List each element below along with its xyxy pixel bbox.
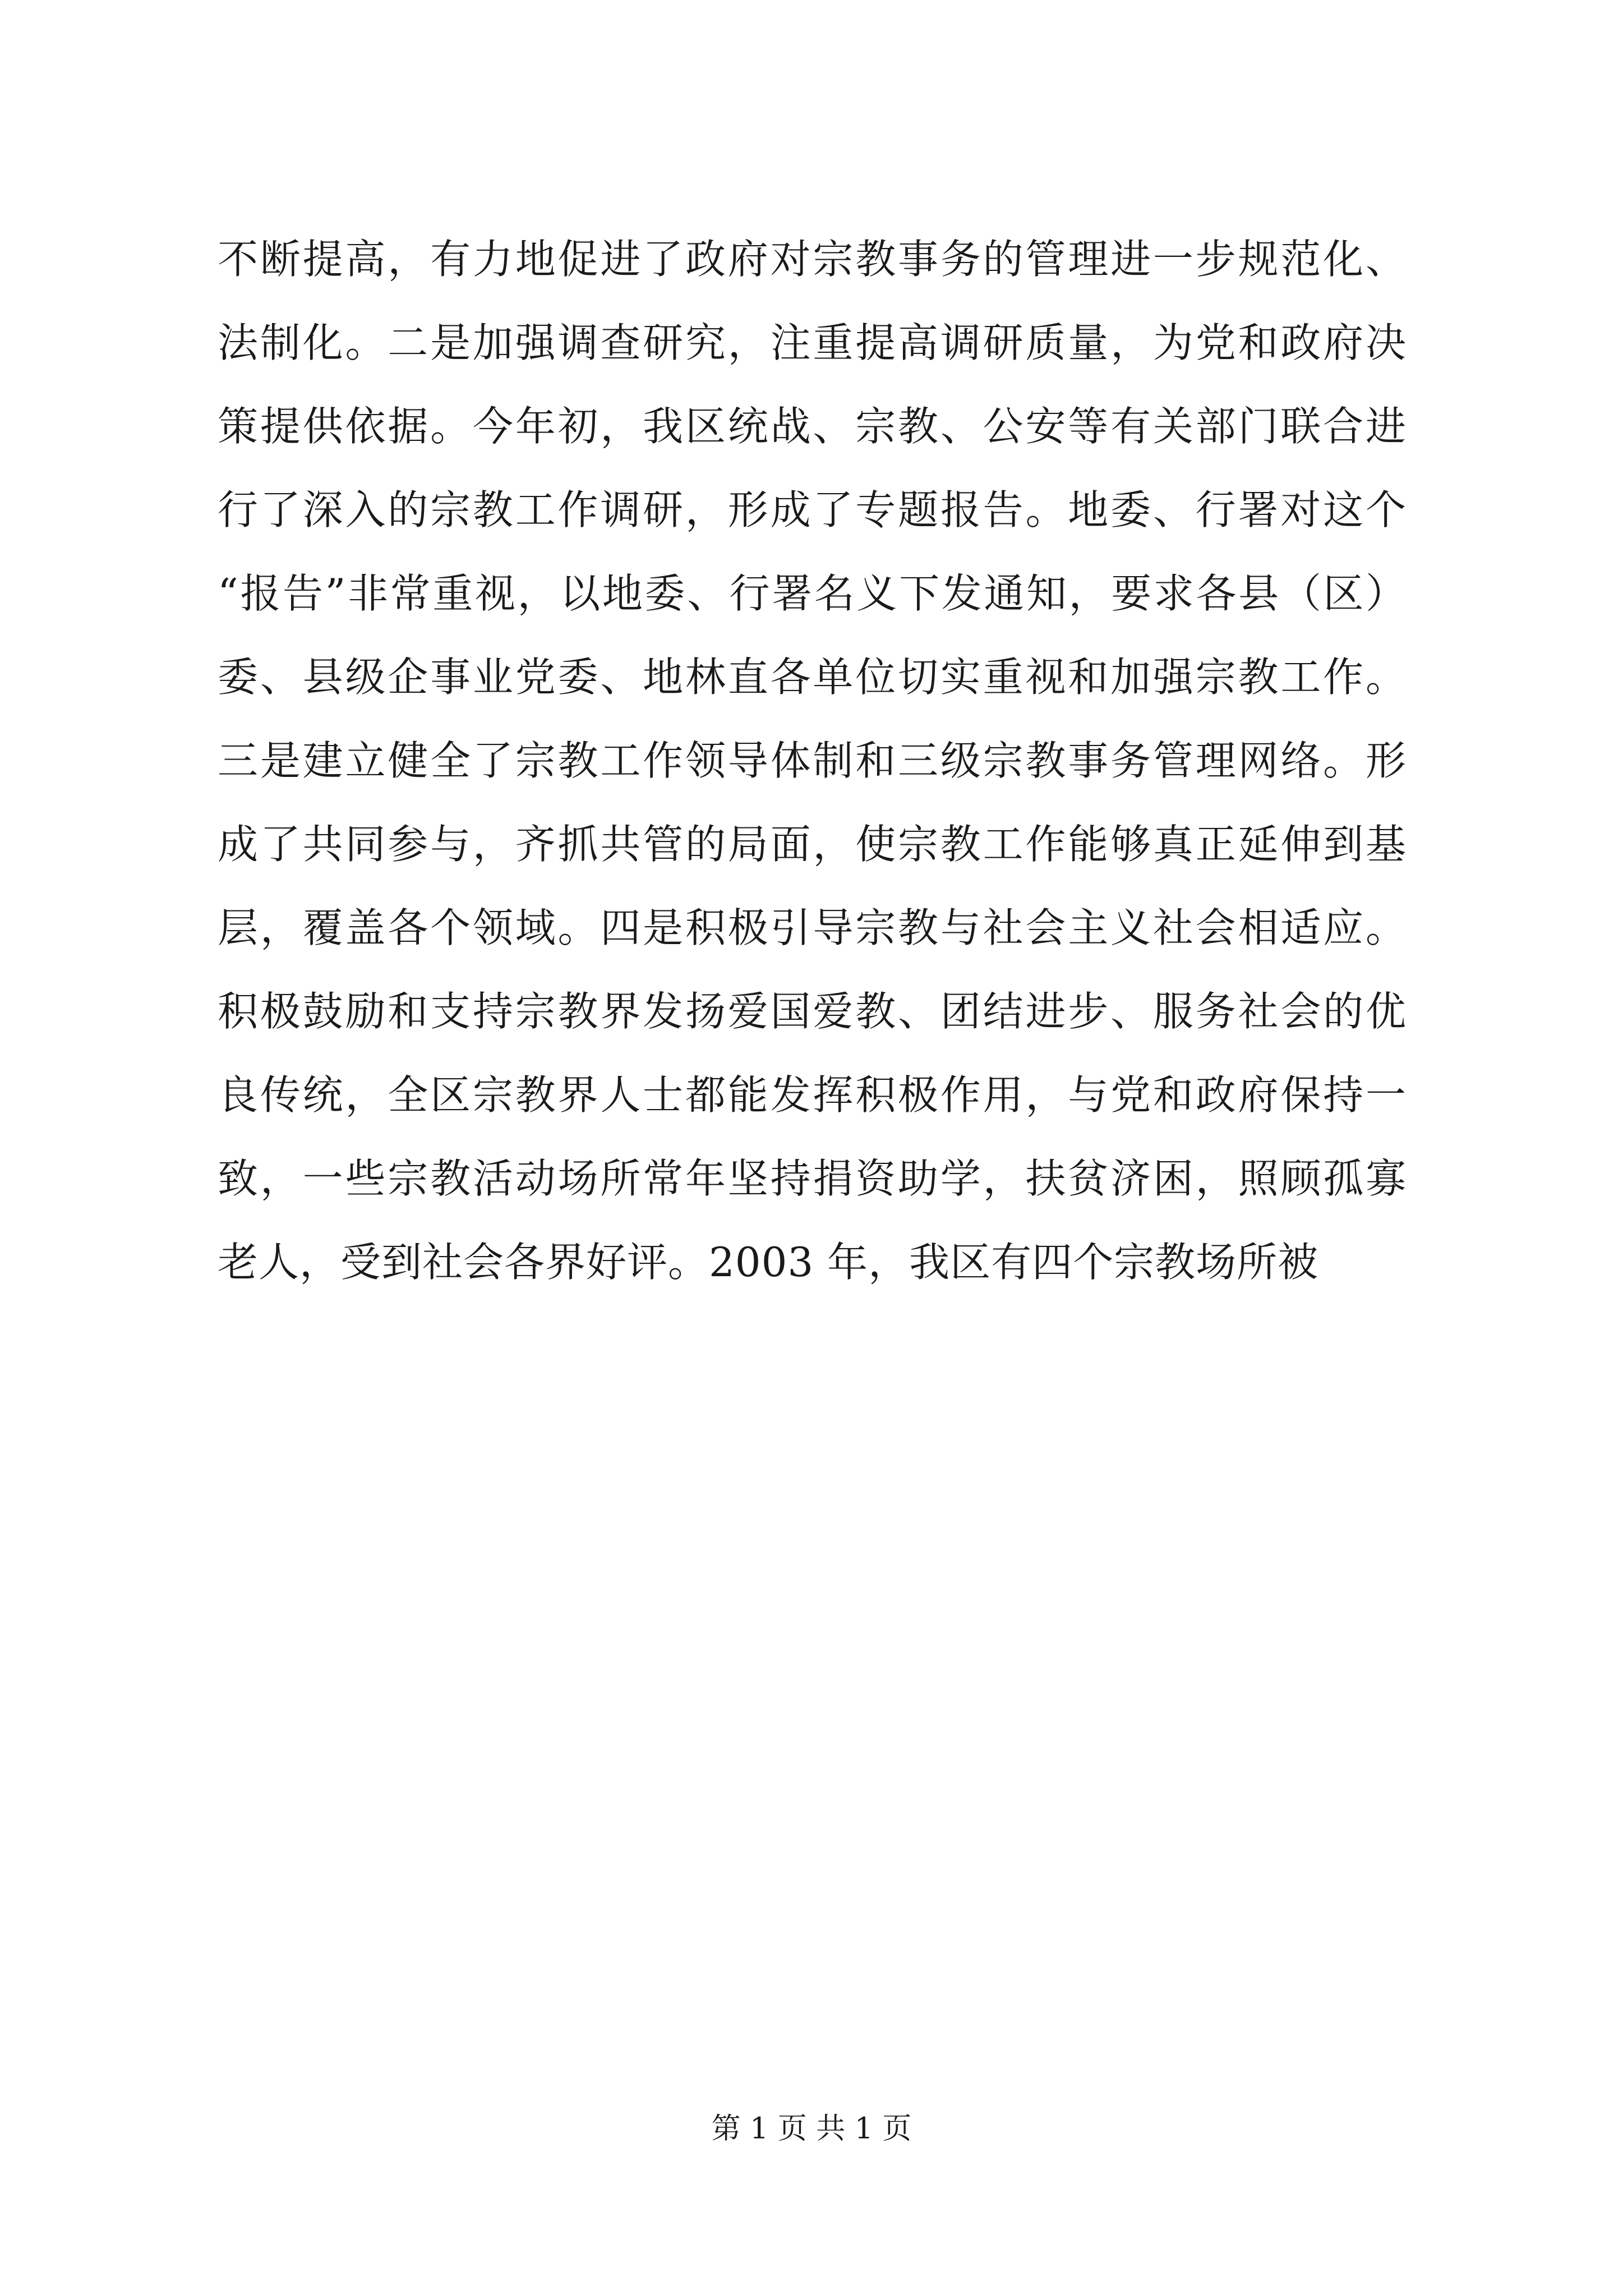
text-line: 老人，受到社会各界好评。2003 年，我区有四个宗教场所被 xyxy=(218,1239,1319,1286)
text-line: 致，一些宗教活动场所常年坚持捐资助学，扶贫济困，照顾孤寡 xyxy=(218,1155,1407,1202)
text-line: 不断提高，有力地促进了政府对宗教事务的管理进一步规范化、 xyxy=(218,236,1407,283)
text-line: 成了共同参与，齐抓共管的局面，使宗教工作能够真正延伸到基 xyxy=(218,821,1407,868)
body-text xyxy=(218,218,1407,1304)
text-line: 良传统，全区宗教界人士都能发挥积极作用，与党和政府保持一 xyxy=(218,1071,1407,1119)
page-number-footer: 第 1 页 共 1 页 xyxy=(711,2112,912,2146)
text-line: 策提供依据。今年初，我区统战、宗教、公安等有关部门联合进 xyxy=(218,403,1407,450)
text-line: “报告”非常重视，以地委、行署名义下发通知，要求各县（区） xyxy=(218,570,1407,617)
text-line: 行了深入的宗教工作调研，形成了专题报告。地委、行署对这个 xyxy=(218,486,1407,533)
text-line: 法制化。二是加强调查研究，注重提高调研质量，为党和政府决 xyxy=(218,319,1407,366)
text-line: 委、县级企事业党委、地林直各单位切实重视和加强宗教工作。 xyxy=(218,654,1407,701)
text-line: 三是建立健全了宗教工作领导体制和三级宗教事务管理网络。形 xyxy=(218,737,1407,784)
text-line: 层，覆盖各个领域。四是积极引导宗教与社会主义社会相适应。 xyxy=(218,904,1407,951)
text-line: 积极鼓励和支持宗教界发扬爱国爱教、团结进步、服务社会的优 xyxy=(218,988,1407,1035)
